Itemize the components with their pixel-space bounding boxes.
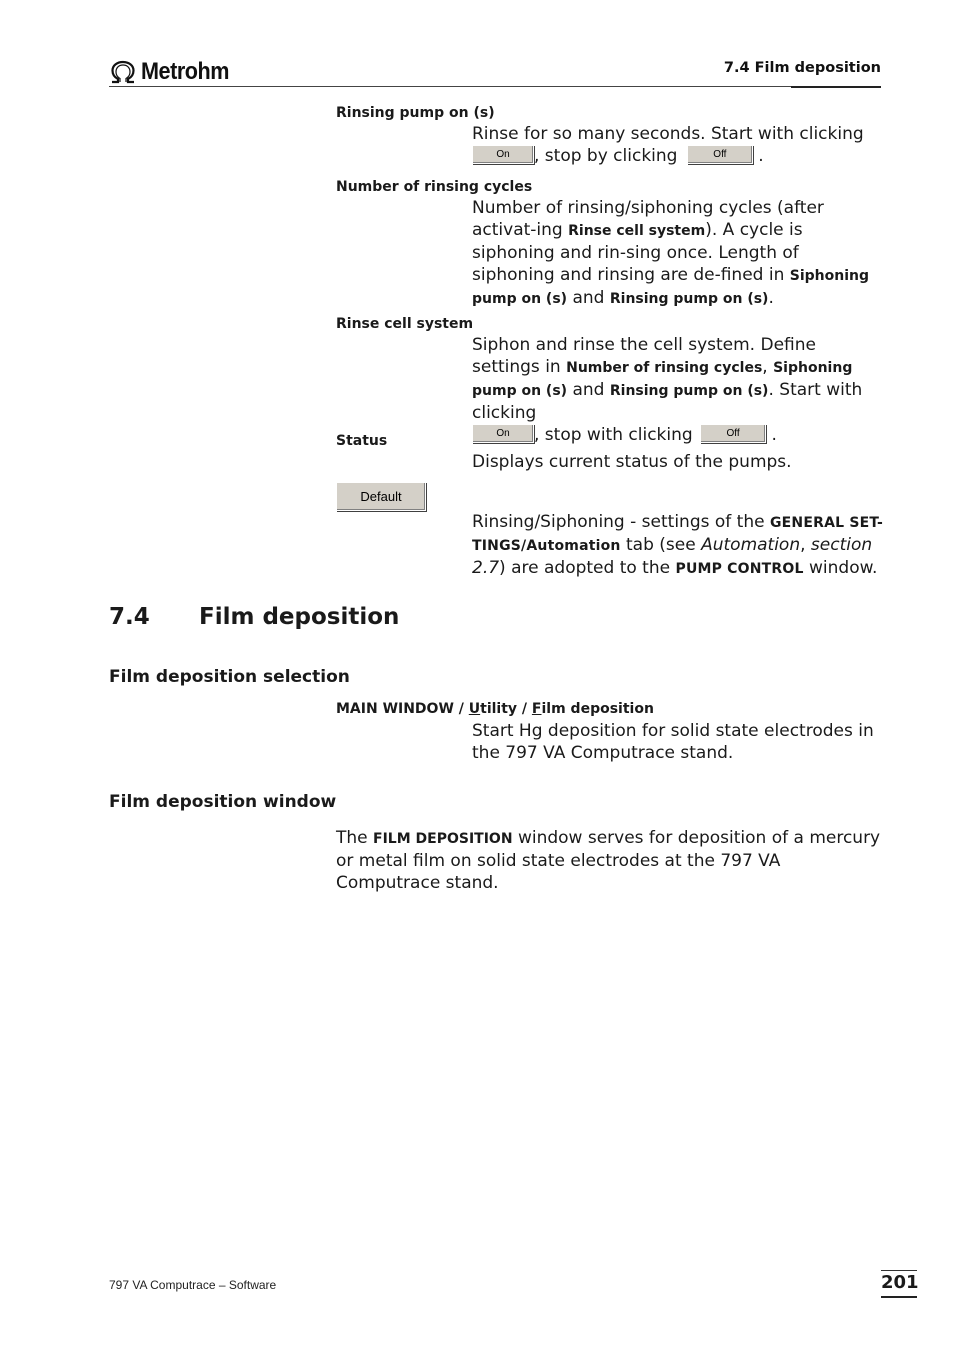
keyword: Number of rinsing cycles xyxy=(566,360,763,376)
keyword: Rinsing pump on (s) xyxy=(609,291,769,307)
desc-film-deposition-selection: Start Hg deposition for solid state electrodes in the 797 VA Computrace stand. xyxy=(472,721,874,763)
desc-film-deposition-window xyxy=(336,827,884,894)
reference: section 2.7 xyxy=(472,535,873,578)
path-part: ilm deposition xyxy=(541,701,654,717)
term-status: Status xyxy=(336,433,388,449)
on-button[interactable]: On xyxy=(472,145,534,164)
desc-text: Siphon and rinse the cell system. Define settings in xyxy=(472,335,816,377)
header-rule xyxy=(109,86,881,87)
reference: Automation xyxy=(701,535,801,555)
page-number-rule-bottom xyxy=(881,1296,917,1298)
desc-text: window serves for deposition of a mercury or metal film on solid state electrodes at the 797 VA Computrace stand. xyxy=(336,828,881,893)
desc-text: Rinse for so many seconds. Start with clicking xyxy=(472,124,864,144)
desc-text: window. xyxy=(803,558,878,578)
footer-document-title: 797 VA Computrace – Software xyxy=(109,1278,277,1292)
default-button[interactable]: Default xyxy=(336,482,426,511)
subheading-film-deposition-window: Film deposition window xyxy=(109,792,337,812)
section-number: 7.4 xyxy=(109,604,150,630)
off-button[interactable]: Off xyxy=(687,145,753,164)
desc-text: Number of rinsing/siphoning cycles (after activat-ing xyxy=(472,198,824,240)
desc-text: . xyxy=(758,146,764,166)
desc-text: , stop with clicking xyxy=(534,425,693,445)
desc-text: tab (see xyxy=(620,535,702,555)
desc-text: . xyxy=(768,288,774,308)
keyword: FILM DEPOSITION xyxy=(373,831,513,847)
term-number-of-rinsing-cycles: Number of rinsing cycles xyxy=(336,179,533,195)
desc-text: . xyxy=(771,425,777,445)
page-number-rule-top xyxy=(881,1270,917,1271)
omega-logo-icon xyxy=(109,60,137,84)
keyword: Siphoning pump on (s) xyxy=(472,268,870,307)
header-rule-accent xyxy=(791,86,881,88)
page-number: 201 xyxy=(881,1272,919,1293)
desc-status: Displays current status of the pumps. xyxy=(472,452,792,472)
desc-number-of-rinsing-cycles xyxy=(472,197,884,310)
running-header-title: 7.4 Film deposition xyxy=(723,60,881,76)
menu-path xyxy=(336,701,654,717)
section-title: Film deposition xyxy=(199,604,400,630)
desc-default xyxy=(472,511,884,580)
desc-text: and xyxy=(567,380,610,400)
desc-rinsing-pump-on xyxy=(472,123,884,167)
desc-text: , stop by clicking xyxy=(534,146,678,166)
keyword: Siphoning pump on (s) xyxy=(472,360,853,399)
keyword: GENERAL SET-TINGS/Automation xyxy=(472,515,884,554)
metrohm-logo xyxy=(109,58,239,86)
keyword: Rinse cell system xyxy=(568,223,706,239)
path-part: MAIN WINDOW / xyxy=(336,701,469,717)
desc-text: The xyxy=(336,828,374,848)
path-mnemonic: U xyxy=(468,701,481,717)
term-rinsing-pump-on: Rinsing pump on (s) xyxy=(336,105,495,121)
off-button[interactable]: Off xyxy=(700,424,766,443)
desc-text: , xyxy=(762,357,774,377)
on-button[interactable]: On xyxy=(472,424,534,443)
logo-text: Metrohm xyxy=(141,58,230,85)
keyword: Rinsing pump on (s) xyxy=(609,383,769,399)
desc-rinse-cell-system xyxy=(472,334,884,446)
subheading-film-deposition-selection: Film deposition selection xyxy=(109,667,350,687)
desc-text: , xyxy=(800,535,811,555)
desc-text: and xyxy=(567,288,610,308)
desc-text: . Start with clicking xyxy=(472,380,863,423)
path-part: tility / xyxy=(480,701,532,717)
keyword: PUMP CONTROL xyxy=(675,561,804,577)
desc-text: ) are adopted to the xyxy=(499,558,676,578)
path-mnemonic: F xyxy=(531,701,542,717)
term-rinse-cell-system: Rinse cell system xyxy=(336,316,474,332)
desc-text: ). A cycle is siphoning and rin-sing once. Length of siphoning and rinsing are de-fined in xyxy=(472,220,803,285)
desc-text: Rinsing/Siphoning - settings of the xyxy=(472,512,770,532)
